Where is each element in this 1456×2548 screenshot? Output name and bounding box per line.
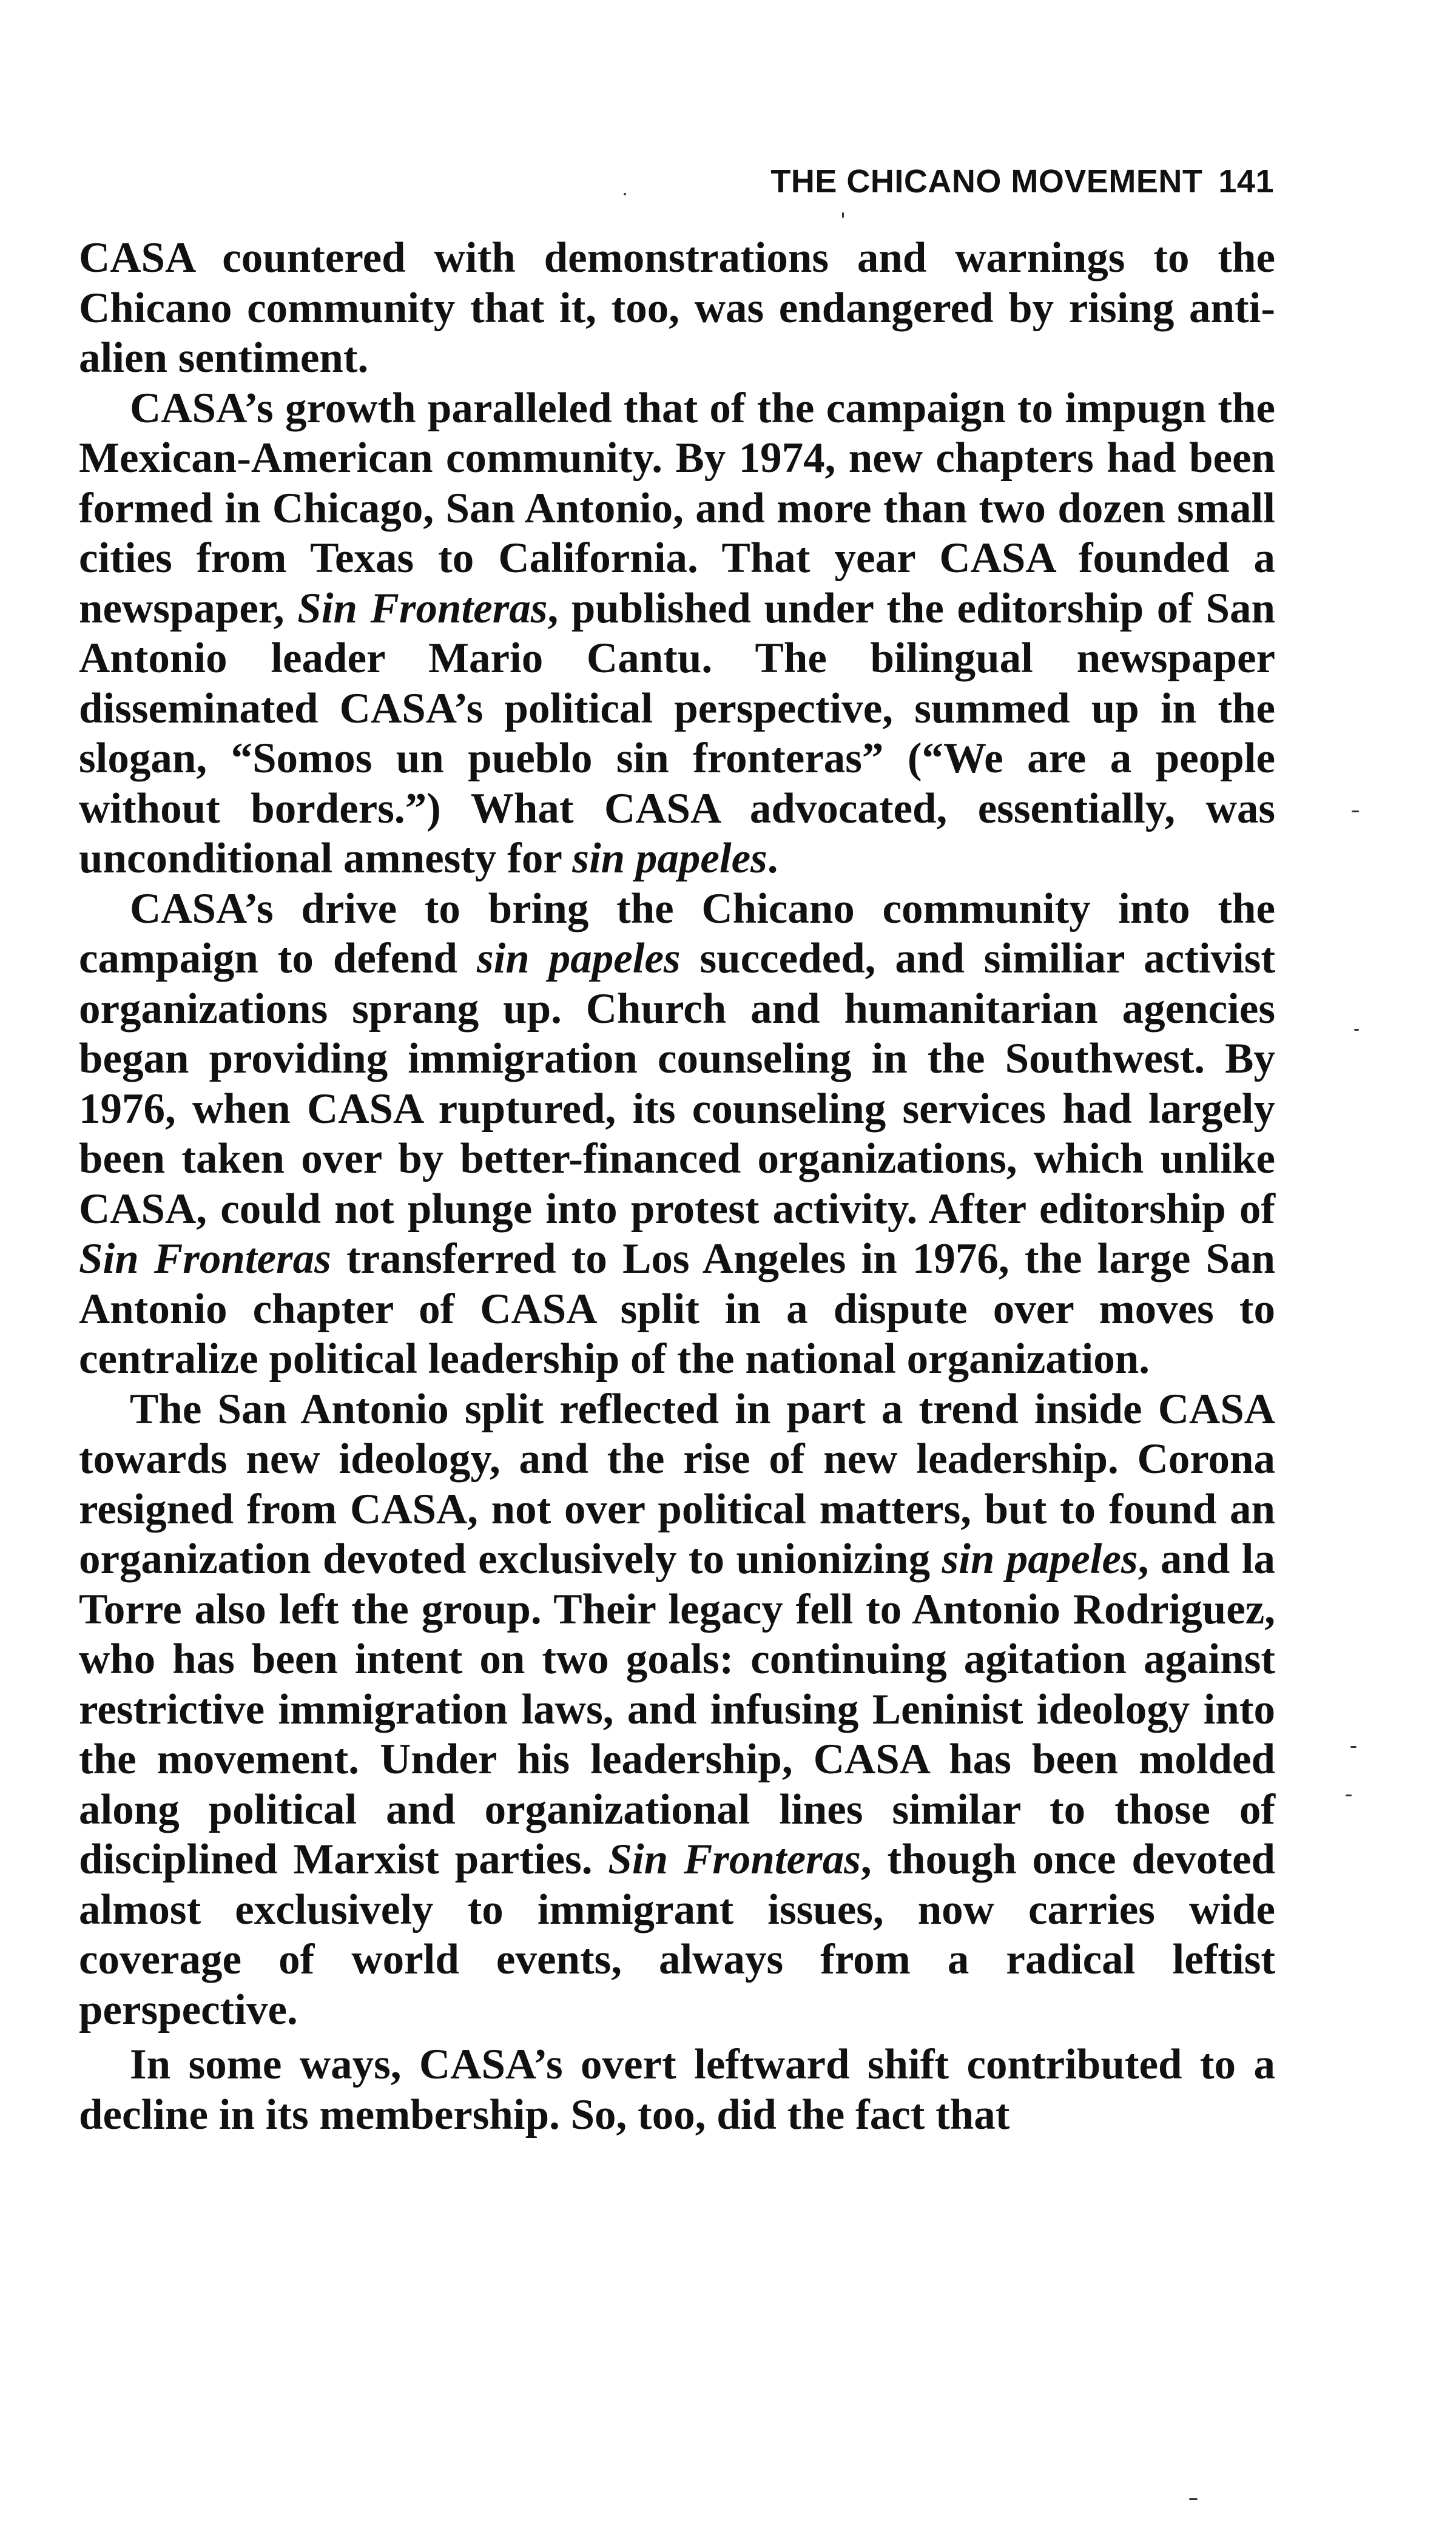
text-segment: . xyxy=(767,835,778,882)
italic-title: Sin Fronteras xyxy=(297,584,548,632)
running-head xyxy=(770,165,1274,198)
body-text xyxy=(79,233,1275,2140)
text-segment: CASA’s growth paralleled that of the campaign to impugn the Mexican-American community. By 1974, new chapters had been formed in Chicago, San Antonio, and more than two dozen small cities from Texas to California. That year CASA founded a newspaper, xyxy=(79,384,1275,632)
italic-title: Sin Fronteras xyxy=(79,1235,331,1282)
italic-term: sin papeles xyxy=(476,935,681,982)
paragraph-1 xyxy=(79,233,1275,383)
scan-speck xyxy=(1350,1746,1357,1748)
text-segment: , and la Torre also left the group. Their legacy fell to Antonio Rodriguez, who has been intent on two goals: continuing agitation against restrictive immigration laws, and infusing Leninist ideology into the movement. Under his leadership, CASA has been molded along political and organizational lines similar to those of disciplined Marxist parties. xyxy=(79,1535,1276,1883)
scan-speck xyxy=(624,193,626,195)
scan-speck xyxy=(1346,1795,1352,1796)
text-segment: succeded, and similiar activist organizations sprang up. Church and humanitarian agencies began providing immigration counseling in the Southwest. By 1976, when CASA ruptured, its counseling services had largely been taken over by better-financed organizations, which unlike CASA, could not plunge into protest activity. After editorship of xyxy=(79,935,1275,1233)
text-segment: CASA countered with demonstrations and warnings to the Chicano community that it, too, was endangered by rising anti-alien sentiment. xyxy=(79,234,1275,382)
paragraph-4 xyxy=(79,1384,1275,2035)
italic-term: sin papeles xyxy=(942,1535,1138,1583)
page-number: 141 xyxy=(1218,163,1274,200)
italic-title: Sin Fronteras xyxy=(608,1836,861,1883)
scan-speck xyxy=(1189,2498,1198,2500)
text-segment: CASA’s drive to bring the Chicano community into the campaign to defend xyxy=(79,885,1275,982)
text-segment: In some ways, CASA’s overt leftward shift contributed to a decline in its membership. So, too, did the fact that xyxy=(79,2041,1275,2138)
text-segment: transferred to Los Angeles in 1976, the large San Antonio chapter of CASA split in a dispute over moves to centralize political leadership of the national organization. xyxy=(79,1235,1275,1383)
text-segment: , published under the editorship of San Antonio leader Mario Cantu. The bilingual newspaper disseminated CASA’s political perspective, summed up in the slogan, “Somos un pueblo sin fronteras” (“We are a people without borders.”) What CASA advocated, essentially, was unconditional amnesty for xyxy=(79,584,1275,882)
paragraph-3 xyxy=(79,884,1275,1384)
running-head-title: THE CHICANO MOVEMENT xyxy=(770,163,1203,200)
scan-speck xyxy=(842,212,844,218)
paragraph-5 xyxy=(79,2040,1275,2140)
text-segment: , though once devoted almost exclusively to immigrant issues, now carries wide coverage of world events, always from a radical leftist perspective. xyxy=(79,1836,1275,2034)
paragraph-2 xyxy=(79,383,1275,884)
scan-speck xyxy=(1352,811,1359,812)
scan-speck xyxy=(1354,1029,1359,1031)
text-segment: The San Antonio split reflected in part a trend inside CASA towards new ideology, and the rise of new leadership. Corona resigned from CASA, not over political matters, but to found an organization devoted exclusively to unionizing xyxy=(79,1385,1275,1583)
italic-term: sin papeles xyxy=(572,835,767,882)
